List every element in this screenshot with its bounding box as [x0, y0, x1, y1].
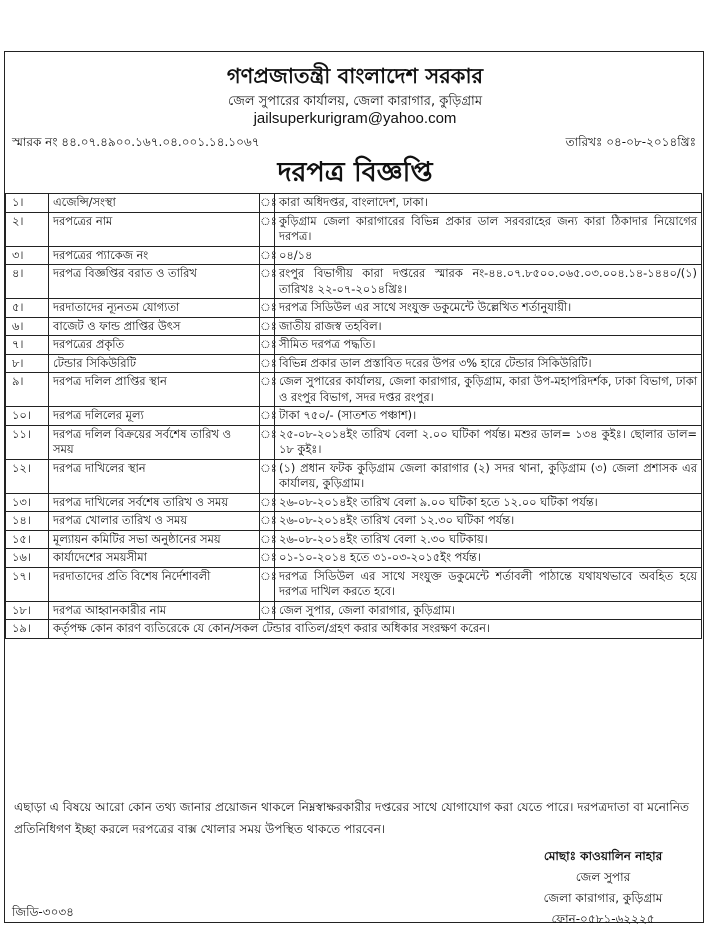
- row-item: দরপত্রের নাম: [49, 212, 260, 246]
- table-row: [6, 620, 702, 639]
- row-item: দরপত্র খোলার তারিখ ও সময়: [49, 512, 260, 531]
- row-serial: ১৪।: [6, 512, 49, 531]
- table-row: [6, 336, 702, 355]
- table-row: [6, 354, 702, 373]
- row-colon: ঃ: [260, 336, 275, 355]
- tender-table: [5, 193, 702, 639]
- row-colon: ঃ: [260, 354, 275, 373]
- row-serial: ৯।: [6, 373, 49, 407]
- memo-number: স্মারক নং ৪৪.০৭.৪৯০০.১৬৭.০৪.০০১.১৪.১০৬৭: [12, 135, 260, 149]
- row-colon: ঃ: [260, 549, 275, 568]
- row-serial: ৬।: [6, 317, 49, 336]
- table-row: [6, 549, 702, 568]
- table-row: [6, 601, 702, 620]
- signature-block: [505, 846, 701, 930]
- government-title: গণপ্রজাতন্ত্রী বাংলাদেশ সরকার: [226, 64, 484, 88]
- table-row: [6, 459, 702, 493]
- row-value: রংপুর বিভাগীয় কারা দপ্তরের স্মারক নং-৪৪.০৭.৮৫০০.০৬৫.০৩.০০৪.১৪-১৪৪০/(১) তারিখঃ ২২-০৭-২০১৪খ্রিঃ।: [275, 265, 702, 299]
- table-row: [6, 425, 702, 459]
- row-serial: ১৭।: [6, 567, 49, 601]
- table-row: [6, 194, 702, 213]
- footer-note: এছাড়া এ বিষয়ে আরো কোন তথ্য জানার প্রয়োজন থাকলে নিম্নস্বাক্ষরকারীর দপ্তরের সাথে যোগাযোগ করা যেতে পারে। দরপত্রদাতা বা মনোনিত প্রতিনিধিগণ ইচ্ছা করলে দরপত্রের বাক্স খোলার সময় উপস্থিত থাকতে পারবেন।: [14, 800, 689, 836]
- row-item: মূল্যায়ন কমিটির সভা অনুষ্ঠানের সময়: [49, 530, 260, 549]
- row-value: কুড়িগ্রাম জেলা কারাগারের বিভিন্ন প্রকার ডাল সরবরাহের জন্য কারা ঠিকাদার নিয়োগের দরপত্র।: [275, 212, 702, 246]
- row-colon: ঃ: [260, 425, 275, 459]
- row-colon: ঃ: [260, 246, 275, 265]
- row-item: টেন্ডার সিকিউরিটি: [49, 354, 260, 373]
- table-row: [6, 317, 702, 336]
- row-colon: ঃ: [260, 512, 275, 531]
- table-row: [6, 373, 702, 407]
- reference-number: জিডি-৩০৩৪: [12, 905, 74, 919]
- row-colon: ঃ: [260, 194, 275, 213]
- row-value: দরপত্র সিডিউল এর সাথে সংযুক্ত ডকুমেন্টে শর্তাবলী পাঠান্তে যথাযথভাবে অবহিত হয়ে দরপত্র দাখিল করতে হবে।: [275, 567, 702, 601]
- row-serial: ৩।: [6, 246, 49, 265]
- row-serial: ১০।: [6, 407, 49, 426]
- row-value: ২৬-০৮-২০১৪ইং তারিখ বেলা ১২.৩০ ঘটিকা পর্যন্ত।: [275, 512, 702, 531]
- table-row: [6, 530, 702, 549]
- row-value: টাকা ৭৫০/- (সাতশত পঞ্চাশ)।: [275, 407, 702, 426]
- row-serial: ১১।: [6, 425, 49, 459]
- row-serial: ৮।: [6, 354, 49, 373]
- table-row: [6, 265, 702, 299]
- signatory-phone: ফোন-০৫৮১-৬২২২৫: [551, 912, 655, 926]
- row-item: দরদাতাদের ন্যূনতম যোগ্যতা: [49, 299, 260, 318]
- row-colon: ঃ: [260, 265, 275, 299]
- table-row: [6, 512, 702, 531]
- row-item: দরপত্র দাখিলের সর্বশেষ তারিখ ও সময়: [49, 493, 260, 512]
- signatory-designation: জেল সুপার: [575, 870, 631, 884]
- row-colon: ঃ: [260, 530, 275, 549]
- row-colon: ঃ: [260, 299, 275, 318]
- row-item: দরপত্রের প্যাকেজ নং: [49, 246, 260, 265]
- row-value: বিভিন্ন প্রকার ডাল প্রস্তাবিত দরের উপর ৩% হারে টেন্ডার সিকিউরিটি।: [275, 354, 702, 373]
- row-value: ২৬-০৮-২০১৪ইং তারিখ বেলা ৯.০০ ঘটিকা হতে ১২.০০ ঘটিকা পর্যন্ত।: [275, 493, 702, 512]
- row-value: ০১-১০-২০১৪ হতে ৩১-০৩-২০১৫ইং পর্যন্ত।: [275, 549, 702, 568]
- row-serial: ৭।: [6, 336, 49, 355]
- signatory-name: মোছাঃ কাওয়ালিন নাহার: [543, 849, 663, 863]
- table-row: [6, 407, 702, 426]
- row-item: দরপত্র দলিল প্রাপ্তির স্থান: [49, 373, 260, 407]
- row-value: ০৪/১৪: [275, 246, 702, 265]
- row-item: দরপত্র দলিলের মূল্য: [49, 407, 260, 426]
- row-item: দরপত্র বিজ্ঞপ্তির বরাত ও তারিখ: [49, 265, 260, 299]
- row-value: ২৬-০৮-২০১৪ইং তারিখ বেলা ২.৩০ ঘটিকায়।: [275, 530, 702, 549]
- table-row: [6, 299, 702, 318]
- row-colon: ঃ: [260, 373, 275, 407]
- row-colon: ঃ: [260, 567, 275, 601]
- row-value: (১) প্রধান ফটক কুড়িগ্রাম জেলা কারাগার (২) সদর থানা, কুড়িগ্রাম (৩) জেলা প্রশাসক এর কার্যালয়, কুড়িগ্রাম।: [275, 459, 702, 493]
- row-item: কার্যাদেশের সময়সীমা: [49, 549, 260, 568]
- row-value: জাতীয় রাজস্ব তহবিল।: [275, 317, 702, 336]
- row-serial: ১৯।: [6, 620, 49, 639]
- table-row: [6, 567, 702, 601]
- row-value: দরপত্র সিডিউল এর সাথে সংযুক্ত ডকুমেন্টে উল্লেখিত শর্তানুযায়ী।: [275, 299, 702, 318]
- row-colon: ঃ: [260, 493, 275, 512]
- row-item: দরপত্র দলিল বিক্রয়ের সর্বশেষ তারিখ ও সময়: [49, 425, 260, 459]
- row-serial: ১।: [6, 194, 49, 213]
- signatory-office: জেলা কারাগার, কুড়িগ্রাম: [543, 891, 663, 905]
- table-row: [6, 246, 702, 265]
- table-row: [6, 493, 702, 512]
- office-address: জেল সুপারের কার্যালয়, জেলা কারাগার, কুড়িগ্রাম: [227, 94, 483, 109]
- row-value: জেল সুপার, জেলা কারাগার, কুড়িগ্রাম।: [275, 601, 702, 620]
- table-row: [6, 212, 702, 246]
- notice-title: দরপত্র বিজ্ঞপ্তি: [277, 157, 433, 188]
- row-full-text: কর্তৃপক্ষ কোন কারণ ব্যতিরেকে যে কোন/সকল টেন্ডার বাতিল/গ্রহণ করার অধিকার সংরক্ষণ করেন।: [49, 620, 702, 639]
- row-colon: ঃ: [260, 459, 275, 493]
- row-item: দরপত্রের প্রকৃতি: [49, 336, 260, 355]
- row-item: এজেন্সি/সংস্থা: [49, 194, 260, 213]
- row-serial: ১৫।: [6, 530, 49, 549]
- row-serial: ১৮।: [6, 601, 49, 620]
- row-serial: ৫।: [6, 299, 49, 318]
- row-colon: ঃ: [260, 317, 275, 336]
- row-value: জেল সুপারের কার্যালয়, জেলা কারাগার, কুড়িগ্রাম, কারা উপ-মহাপরিদর্শক, ঢাকা বিভাগ, ঢাকা ও রংপুর বিভাগ, সদর দপ্তর রংপুর।: [275, 373, 702, 407]
- row-item: দরপত্র দাখিলের স্থান: [49, 459, 260, 493]
- email-address: jailsuperkurigram@yahoo.com: [253, 110, 457, 127]
- row-colon: ঃ: [260, 601, 275, 620]
- row-colon: ঃ: [260, 212, 275, 246]
- row-value: সীমিত দরপত্র পদ্ধতি।: [275, 336, 702, 355]
- row-serial: ২।: [6, 212, 49, 246]
- row-item: দরদাতাদের প্রতি বিশেষ নির্দেশাবলী: [49, 567, 260, 601]
- row-serial: ৪।: [6, 265, 49, 299]
- row-value: কারা অধিদপ্তর, বাংলাদেশ, ঢাকা।: [275, 194, 702, 213]
- row-serial: ১২।: [6, 459, 49, 493]
- row-serial: ১৩।: [6, 493, 49, 512]
- row-serial: ১৬।: [6, 549, 49, 568]
- row-value: ২৫-০৮-২০১৪ইং তারিখ বেলা ২.০০ ঘটিকা পর্যন্ত। মশুর ডাল= ১৩৪ কুইঃ। ছোলার ডাল= ১৮ কুইঃ।: [275, 425, 702, 459]
- row-item: দরপত্র আহ্বানকারীর নাম: [49, 601, 260, 620]
- row-item: বাজেট ও ফান্ড প্রাপ্তির উৎস: [49, 317, 260, 336]
- memo-date: তারিখঃ ০৪-০৮-২০১৪খ্রিঃ: [565, 135, 696, 149]
- row-colon: ঃ: [260, 407, 275, 426]
